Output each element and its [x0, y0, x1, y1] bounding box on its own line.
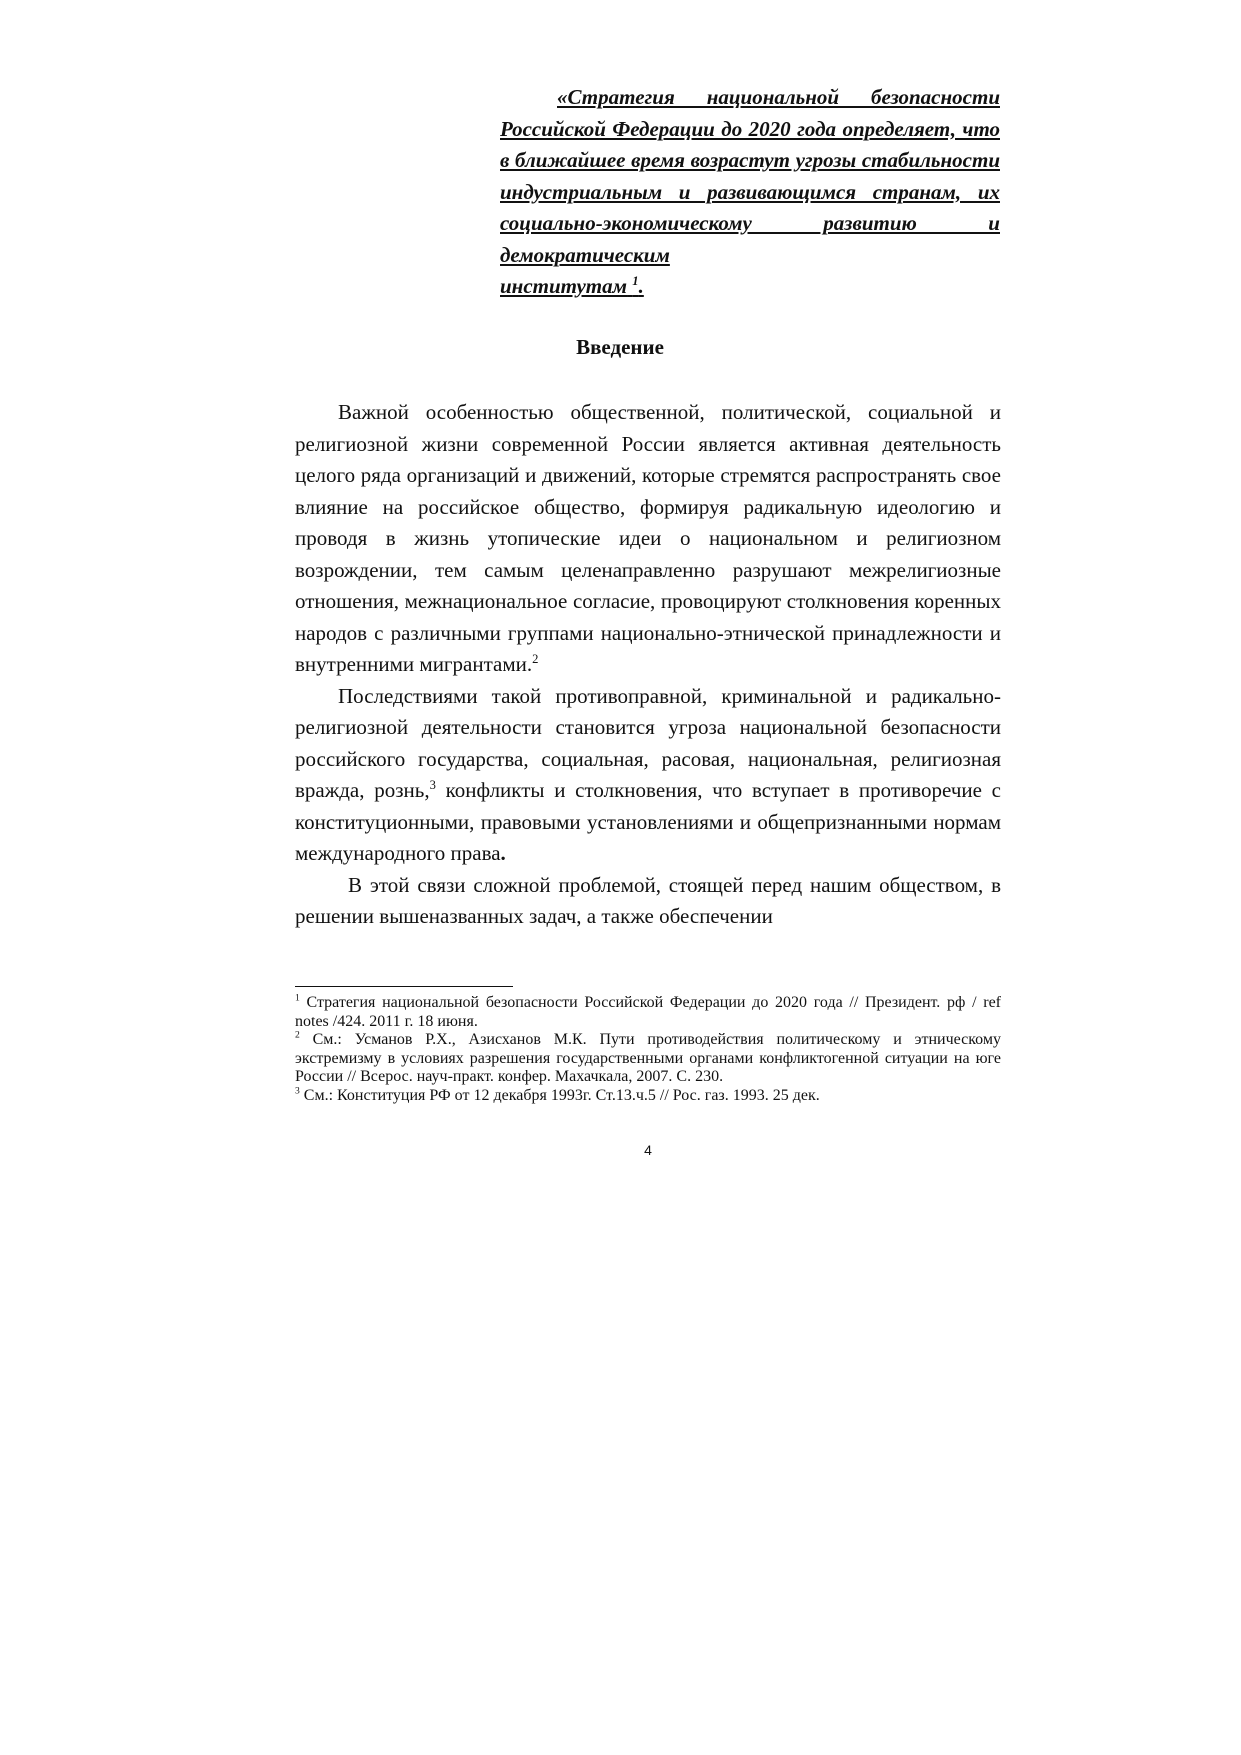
- paragraph-1-footnote-ref[interactable]: 2: [532, 652, 539, 666]
- footnotes: [295, 994, 1001, 1105]
- footnote-3-text: См.: Конституция РФ от 12 декабря 1993г. Ст.13.ч.5 // Рос. газ. 1993. 25 дек.: [299, 1086, 820, 1104]
- paragraph-3-text: В этой связи сложной проблемой, стоящей перед нашим обществом, в решении вышеназванных задач, а также обеспечении: [295, 872, 1001, 928]
- footnote-3-ref: 3: [295, 1085, 300, 1097]
- paragraph-2-end-mark: .: [500, 841, 506, 865]
- footnote-3: [295, 1087, 1001, 1106]
- epigraph-footnote-ref[interactable]: 1: [632, 274, 639, 288]
- footnote-2-ref: 2: [295, 1029, 300, 1041]
- epigraph-text: «Стратегия национальной безопасности Российской Федерации до 2020 года определяет, что в ближайшее время возрастут угрозы стабильности индустриальным и развивающимся странам, их социально-экономическому развитию и демократическим: [500, 85, 1000, 267]
- section-heading: Введение: [576, 335, 664, 359]
- footnote-1-text: Стратегия национальной безопасности Российской Федерации до 2020 года // Президент. рф / ref notes /424. 2011 г. 18 июня.: [295, 994, 1001, 1030]
- footnote-2: [295, 1031, 1001, 1087]
- epigraph-body: [500, 82, 1000, 271]
- paragraph-2-text-before: Последствиями такой противоправной, криминальной и радикально-религиозной деятельности становится угроза национальной безопасности российского государства, социальная, расовая, национальная, религиозная вражда, рознь,: [295, 683, 1001, 802]
- paragraph-2-text-after: конфликты и столкновения, что вступает в противоречие с конституционными, правовыми установлениями и общепризнанными нормам международного права: [295, 778, 1001, 865]
- epigraph: [500, 82, 1000, 303]
- epigraph-last-word: институтам: [500, 274, 628, 298]
- footnote-2-text: См.: Усманов Р.Х., Азисханов М.К. Пути противодействия политическому и этническому экстремизму в условиях разрешения государственными органами конфликтогенной ситуации на юге России // Всерос. науч-практ. конфер. Махачкала, 2007. С. 230.: [295, 1031, 1001, 1085]
- paragraph-1-text: Важной особенностью общественной, политической, социальной и религиозной жизни современной России является активная деятельность целого ряда организаций и движений, которые стремятся распространять свое влияние на российское общество, формируя радикальную идеологию и проводя в жизнь утопические идеи о национальном и религиозном возрождении, тем самым целенаправленно разрушают межрелигиозные отношения, межнациональное согласие, провоцируют столкновения коренных народов с различными группами национально-этнической принадлежности и внутренними мигрантами.: [295, 400, 1001, 676]
- epigraph-closing: .: [638, 274, 644, 298]
- page-number: 4: [644, 1142, 652, 1158]
- footnote-separator: [295, 986, 513, 987]
- footnote-1-ref: 1: [295, 992, 300, 1004]
- paragraph-3: [295, 870, 1001, 933]
- paragraph-2: [295, 681, 1001, 870]
- body-text: [295, 397, 1001, 933]
- epigraph-last-line: [500, 271, 1000, 303]
- footnote-1: [295, 994, 1001, 1031]
- paragraph-1: [295, 397, 1001, 681]
- paragraph-2-footnote-ref[interactable]: 3: [429, 778, 436, 792]
